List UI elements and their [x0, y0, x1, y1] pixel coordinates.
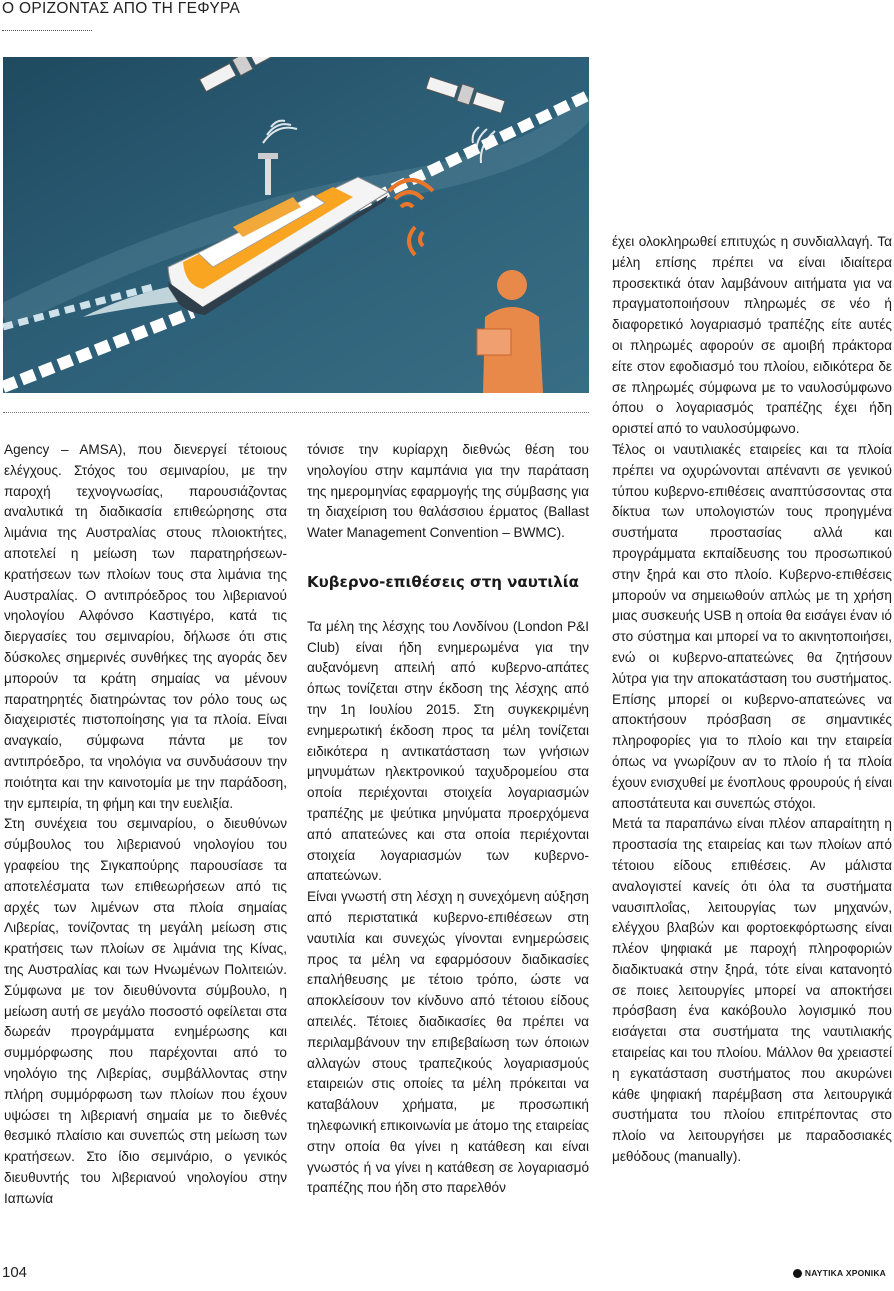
logo-dot-icon [793, 1269, 802, 1278]
paragraph: έχει ολοκληρωθεί επιτυχώς η συνδιαλλαγή. Τα μέλη επίσης πρέπει να είναι ιδιαίτερα προσεκτικά όταν λαμβάνουν αιτήματα για να πραγματοποιήσουν πληρωμές σε νέο ή διαφορετικό λογαριασμό τραπέζης είτε αυτές οι πληρωμές αφορούν σε αμοιβή πράκτορα είτε στον εφοδιασμό του πλοίου, ειδικότερα δε σε πληρωμές σύμφωνα με το ναυλοσύμφωνο όπου ο λογαριασμός τραπέζης έχει ήδη οριστεί από το ναυλοσύμφωνο. [612, 234, 892, 437]
paragraph: Agency – AMSA), που διενεργεί τέτοιους ελέγχους. Στόχος του σεμιναρίου, με την παροχή τεχνογνωσίας, παρουσιάζοντας αναλυτικά τη διαδικασία επιθεώρησης στα λιμάνια της Αυστραλίας στους πλοιοκτήτες, αποτελεί η μείωση των παρατηρήσεων-κρατήσεων των πλοίων τους στα λιμάνια της Αυστραλίας. Ο αντιπρόεδρος του λιβεριανού νηολογίου Αλφόνσο Καστιγέρο, κατά τις διεργασίες του σεμιναρίου, δήλωσε ότι στις δύσκολες σημερινές συνθήκες της αγοράς δεν μπορούν τα κράτη σημαίας να μένουν παρατηρητές διατηρώντας τον ρόλο τους ως διαχειριστές πιστοποίησης για τα πλοία. Είναι αναγκαίο, σύμφωνα πάντα με τον αντιπρόεδρο, τα νηολόγια να συνδυάσουν την ποιότητα και την καινοτομία με την παράδοση, την εμπειρία, τη φήμη και την ευελιξία. [4, 442, 287, 811]
page-number: 104 [2, 1264, 28, 1281]
publication-brand [793, 1268, 886, 1278]
section-title: Ο ΟΡΙΖΟΝΤΑΣ ΑΠΟ ΤΗ ΓΕΦΥΡΑ [2, 0, 241, 17]
paragraph: τόνισε την κυρίαρχη διεθνώς θέση του νηολογίου στην καμπάνια για την παράταση της ημερομηνίας εφαρμογής της σύμβασης για τη διαχείριση του θαλάσσιου έρματος (Ballast Water Management Convention – BWMC). [307, 442, 589, 541]
title-divider [2, 30, 92, 31]
paragraph: Στη συνέχεια του σεμιναρίου, ο διευθύνων σύμβουλος του λιβεριανού νηολογίου του γραφείου της Σιγκαπούρης παρουσίασε τα αποτελέσματα των επιθεωρήσεων από τις αρχές των λιμένων στα πλοία σημαίας Λιβερίας, τονίζοντας τη μεγάλη μείωση στις κρατήσεις των πλοίων σε λιμάνια της Κίνας, της Αυστραλίας και των Ηνωμένων Πολιτειών. Σύμφωνα με τον διευθύνοντα σύμβουλο, η μείωση αυτή σε μεγάλο ποσοστό οφείλεται στα δωρεάν προγράμματα ενημέρωσης και συμμόρφωσης που παρέχονται από το νηολόγιο της Λιβερίας, συμβάλλοντας στην πλήρη συμμόρφωση των πλοίων που έχουν υψώσει τη λιβεριανή σημαία με το διεθνές θεσμικό πλαίσιο και συνεπώς στη μείωση των κρατήσεων. Στο ίδιο σεμινάριο, ο γενικός διευθυντής του λιβεριανού νηολογίου στην Ιαπωνία [4, 816, 287, 1206]
paragraph: Μετά τα παραπάνω είναι πλέον απαραίτητη η προστασία της εταιρείας και των πλοίων από τέτοιου είδους επιθέσεις. Αν μάλιστα αναλογιστεί κανείς ότι όλα τα συστήματα ναυσιπλοΐας, λειτουργίας των μηχανών, ελέγχου βλαβών και φορτοεκφόρτωσης είναι πλέον ψηφιακά με παροχή πληροφοριών διαδικτυακά στην ξηρά, τότε είναι κατανοητό σε ποιες λειτουργίες μπορεί να αποκτήσει πρόσβαση ένα κακόβουλο λογισμικό που εισάγεται στα συστήματα της ναυτιλιακής εταιρείας και του πλοίου. Μάλλον θα χρειαστεί η εγκατάσταση συστήματος που ακυρώνει κάθε ψηφιακή παρέμβαση στα λειτουργικά συστήματα του πλοίου επιτρέποντας στο πλοίο να λειτουργήσει με παραδοσιακές μεθόδους (manually). [612, 816, 892, 1165]
article-illustration [3, 57, 589, 393]
illustration-divider [3, 412, 589, 413]
paragraph: Τα μέλη της λέσχης του Λονδίνου (London P&I Club) είναι ήδη ενημερωμένα για την αυξανόμενη απειλή από κυβερνο-απάτες όπως τονίζεται στην έκδοση της λέσχης από την 1η Ιουλίου 2015. Στη συγκεκριμένη ενημερωτική έκδοση προς τα μέλη τονίζεται ειδικότερα η αντικατάσταση των γνήσιων μηνυμάτων ηλεκτρονικού ταχυδρομείου στα οποία περιέχονται στοιχεία λογαριασμών τραπέζης με ψεύτικα μηνύματα προερχόμενα από απατεώνες και στα οποία περιέχονται στοιχεία λογαριασμών των κυβερνο-απατεώνων. [307, 618, 589, 884]
column-1 [4, 440, 287, 1209]
column-2 [307, 440, 589, 1199]
column-3 [612, 232, 892, 1168]
article-subheading: Κυβερνο-επιθέσεις στη ναυτιλία [307, 572, 579, 591]
paragraph: Είναι γνωστή στη λέσχη η συνεχόμενη αύξηση από περιστατικά κυβερνο-επιθέσεων στη ναυτιλία και συνεχώς γίνονται ενημερώσεις προς τα μέλη να εφαρμόσουν διαδικασίες επαλήθευσης με τέτοιο τρόπο, ώστε να αποκλείσουν τον κίνδυνο από τέτοιου είδους απειλές. Τέτοιες διαδικασίες θα πρέπει να περιλαμβάνουν την επιβεβαίωση των όποιων αλλαγών στους τραπεζικούς λογαριασμούς εταιρειών στις οποίες τα μέλη πρόκειται να καταβάλουν χρήματα, με προσωπική τηλεφωνική επικοινωνία με άτομο της εταιρείας στην οποία θα γίνει η κατάθεση και είναι γνωστός ή να γίνει η κατάθεση σε λογαριασμό τραπέζης που ήδη στο παρελθόν [307, 889, 589, 1196]
paragraph: Τέλος οι ναυτιλιακές εταιρείες και τα πλοία πρέπει να οχυρώνονται απέναντι σε γενικού τύπου κυβερνο-επιθέσεις αναπτύσσοντας στα δίκτυα των υπολογιστών τους προηγμένα συστήματα προστασίας αλλά και προγράμματα εκπαίδευσης του προσωπικού στην ξηρά και στο πλοίο. Κυβερνο-επιθέσεις μπορούν να σημειωθούν απλώς με τη χρήση μιας συσκευής USB η οποία θα εισάγει έναν ιό στο σύστημα και μπορεί να το ακινητοποιήσει, ενώ οι κυβερνο-απατεώνες θα ζητήσουν λύτρα για την αποκατάσταση του συστήματος. Επίσης μπορεί οι κυβερνο-απατεώνες να αποκτήσουν πρόσβαση σε σημαντικές πληροφορίες για το πλοίο και την εταιρεία όπως να γνωρίζουν αν το πλοίο ή τα πλοία έχουν ενισχυθεί με ένοπλους φρουρούς ή είναι αποστάτευτα και συνεπώς στόχοι. [612, 441, 892, 811]
brand-label: ΝΑΥΤΙΚΑ ΧΡΟΝΙΚΑ [804, 1268, 886, 1278]
